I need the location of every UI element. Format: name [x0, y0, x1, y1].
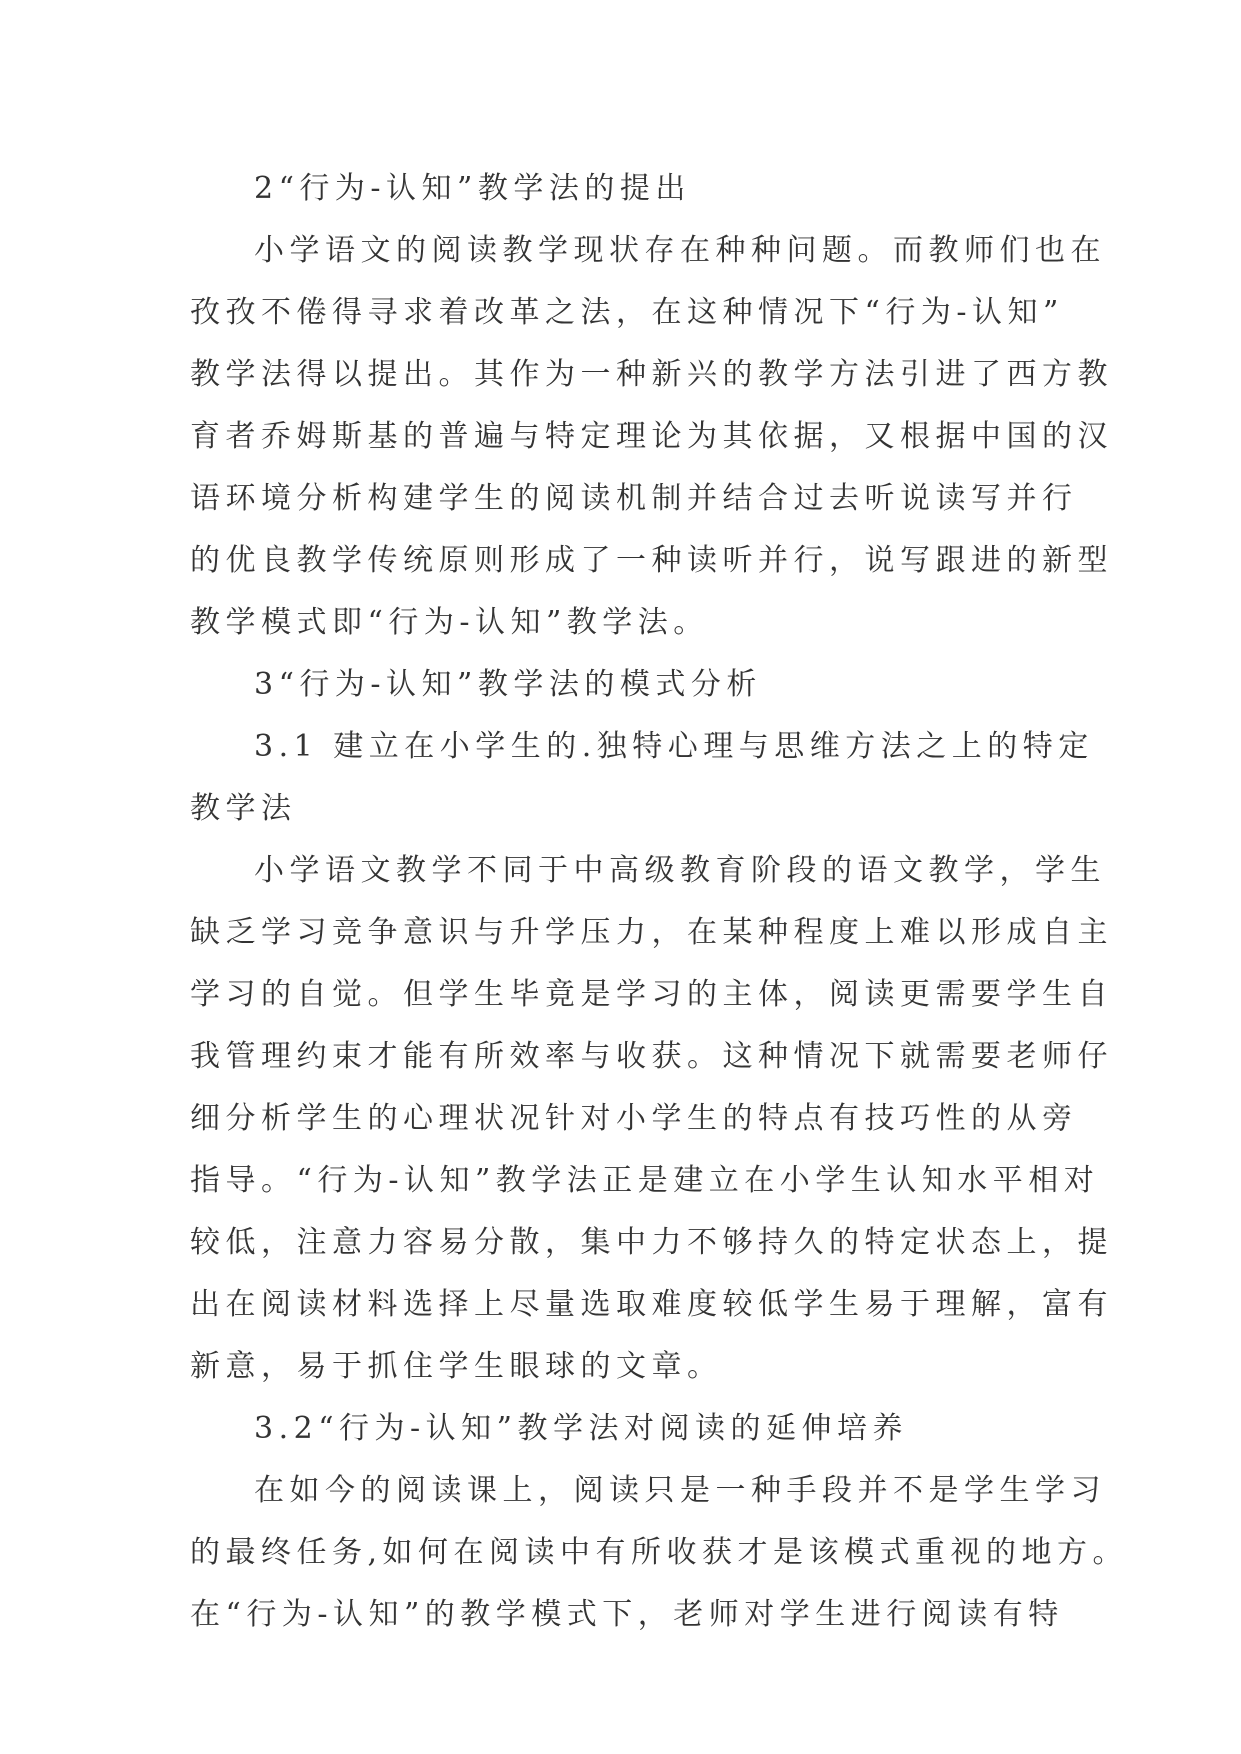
paragraph-line: 细分析学生的心理状况针对小学生的特点有技巧性的从旁 — [190, 1101, 1078, 1136]
paragraph-line: 出在阅读材料选择上尽量选取难度较低学生易于理解，富有 — [190, 1287, 1113, 1322]
section-heading-2: 2“行为-认知”教学法的提出 — [254, 171, 691, 206]
paragraph-line: 缺乏学习竞争意识与升学压力，在某种程度上难以形成自主 — [190, 915, 1113, 950]
paragraph-line: 学习的自觉。但学生毕竟是学习的主体，阅读更需要学生自 — [190, 977, 1113, 1012]
subsection-heading-3-1-cont: 教学法 — [190, 791, 297, 826]
subsection-heading-3-2: 3.2“行为-认知”教学法对阅读的延伸培养 — [254, 1411, 909, 1446]
paragraph-line: 的优良教学传统原则形成了一种读听并行，说写跟进的新型 — [190, 543, 1113, 578]
subsection-heading-3-1: 3.1 建立在小学生的.独特心理与思维方法之上的特定 — [254, 729, 1094, 764]
paragraph-line: 小学语文的阅读教学现状存在种种问题。而教师们也在 — [254, 233, 1106, 268]
paragraph-line: 孜孜不倦得寻求着改革之法，在这种情况下“行为-认知” — [190, 295, 1064, 330]
paragraph-line: 我管理约束才能有所效率与收获。这种情况下就需要老师仔 — [190, 1039, 1113, 1074]
paragraph-line: 小学语文教学不同于中高级教育阶段的语文教学，学生 — [254, 853, 1106, 888]
paragraph-line: 语环境分析构建学生的阅读机制并结合过去听说读写并行 — [190, 481, 1078, 516]
paragraph-line: 教学法得以提出。其作为一种新兴的教学方法引进了西方教 — [190, 357, 1113, 392]
paragraph-line: 在“行为-认知”的教学模式下，老师对学生进行阅读有特 — [190, 1597, 1064, 1632]
paragraph-line: 的最终任务,如何在阅读中有所收获才是该模式重视的地方。 — [190, 1535, 1129, 1570]
section-heading-3: 3“行为-认知”教学法的模式分析 — [254, 667, 762, 702]
paragraph-line: 在如今的阅读课上，阅读只是一种手段并不是学生学习 — [254, 1473, 1106, 1508]
paragraph-line: 育者乔姆斯基的普遍与特定理论为其依据，又根据中国的汉 — [190, 419, 1113, 454]
paragraph-line: 新意，易于抓住学生眼球的文章。 — [190, 1349, 723, 1384]
paragraph-line: 较低，注意力容易分散，集中力不够持久的特定状态上，提 — [190, 1225, 1113, 1260]
paragraph-line: 教学模式即“行为-认知”教学法。 — [190, 605, 709, 640]
document-body — [190, 158, 1129, 1646]
paragraph-line: 指导。“行为-认知”教学法正是建立在小学生认知水平相对 — [190, 1163, 1100, 1198]
